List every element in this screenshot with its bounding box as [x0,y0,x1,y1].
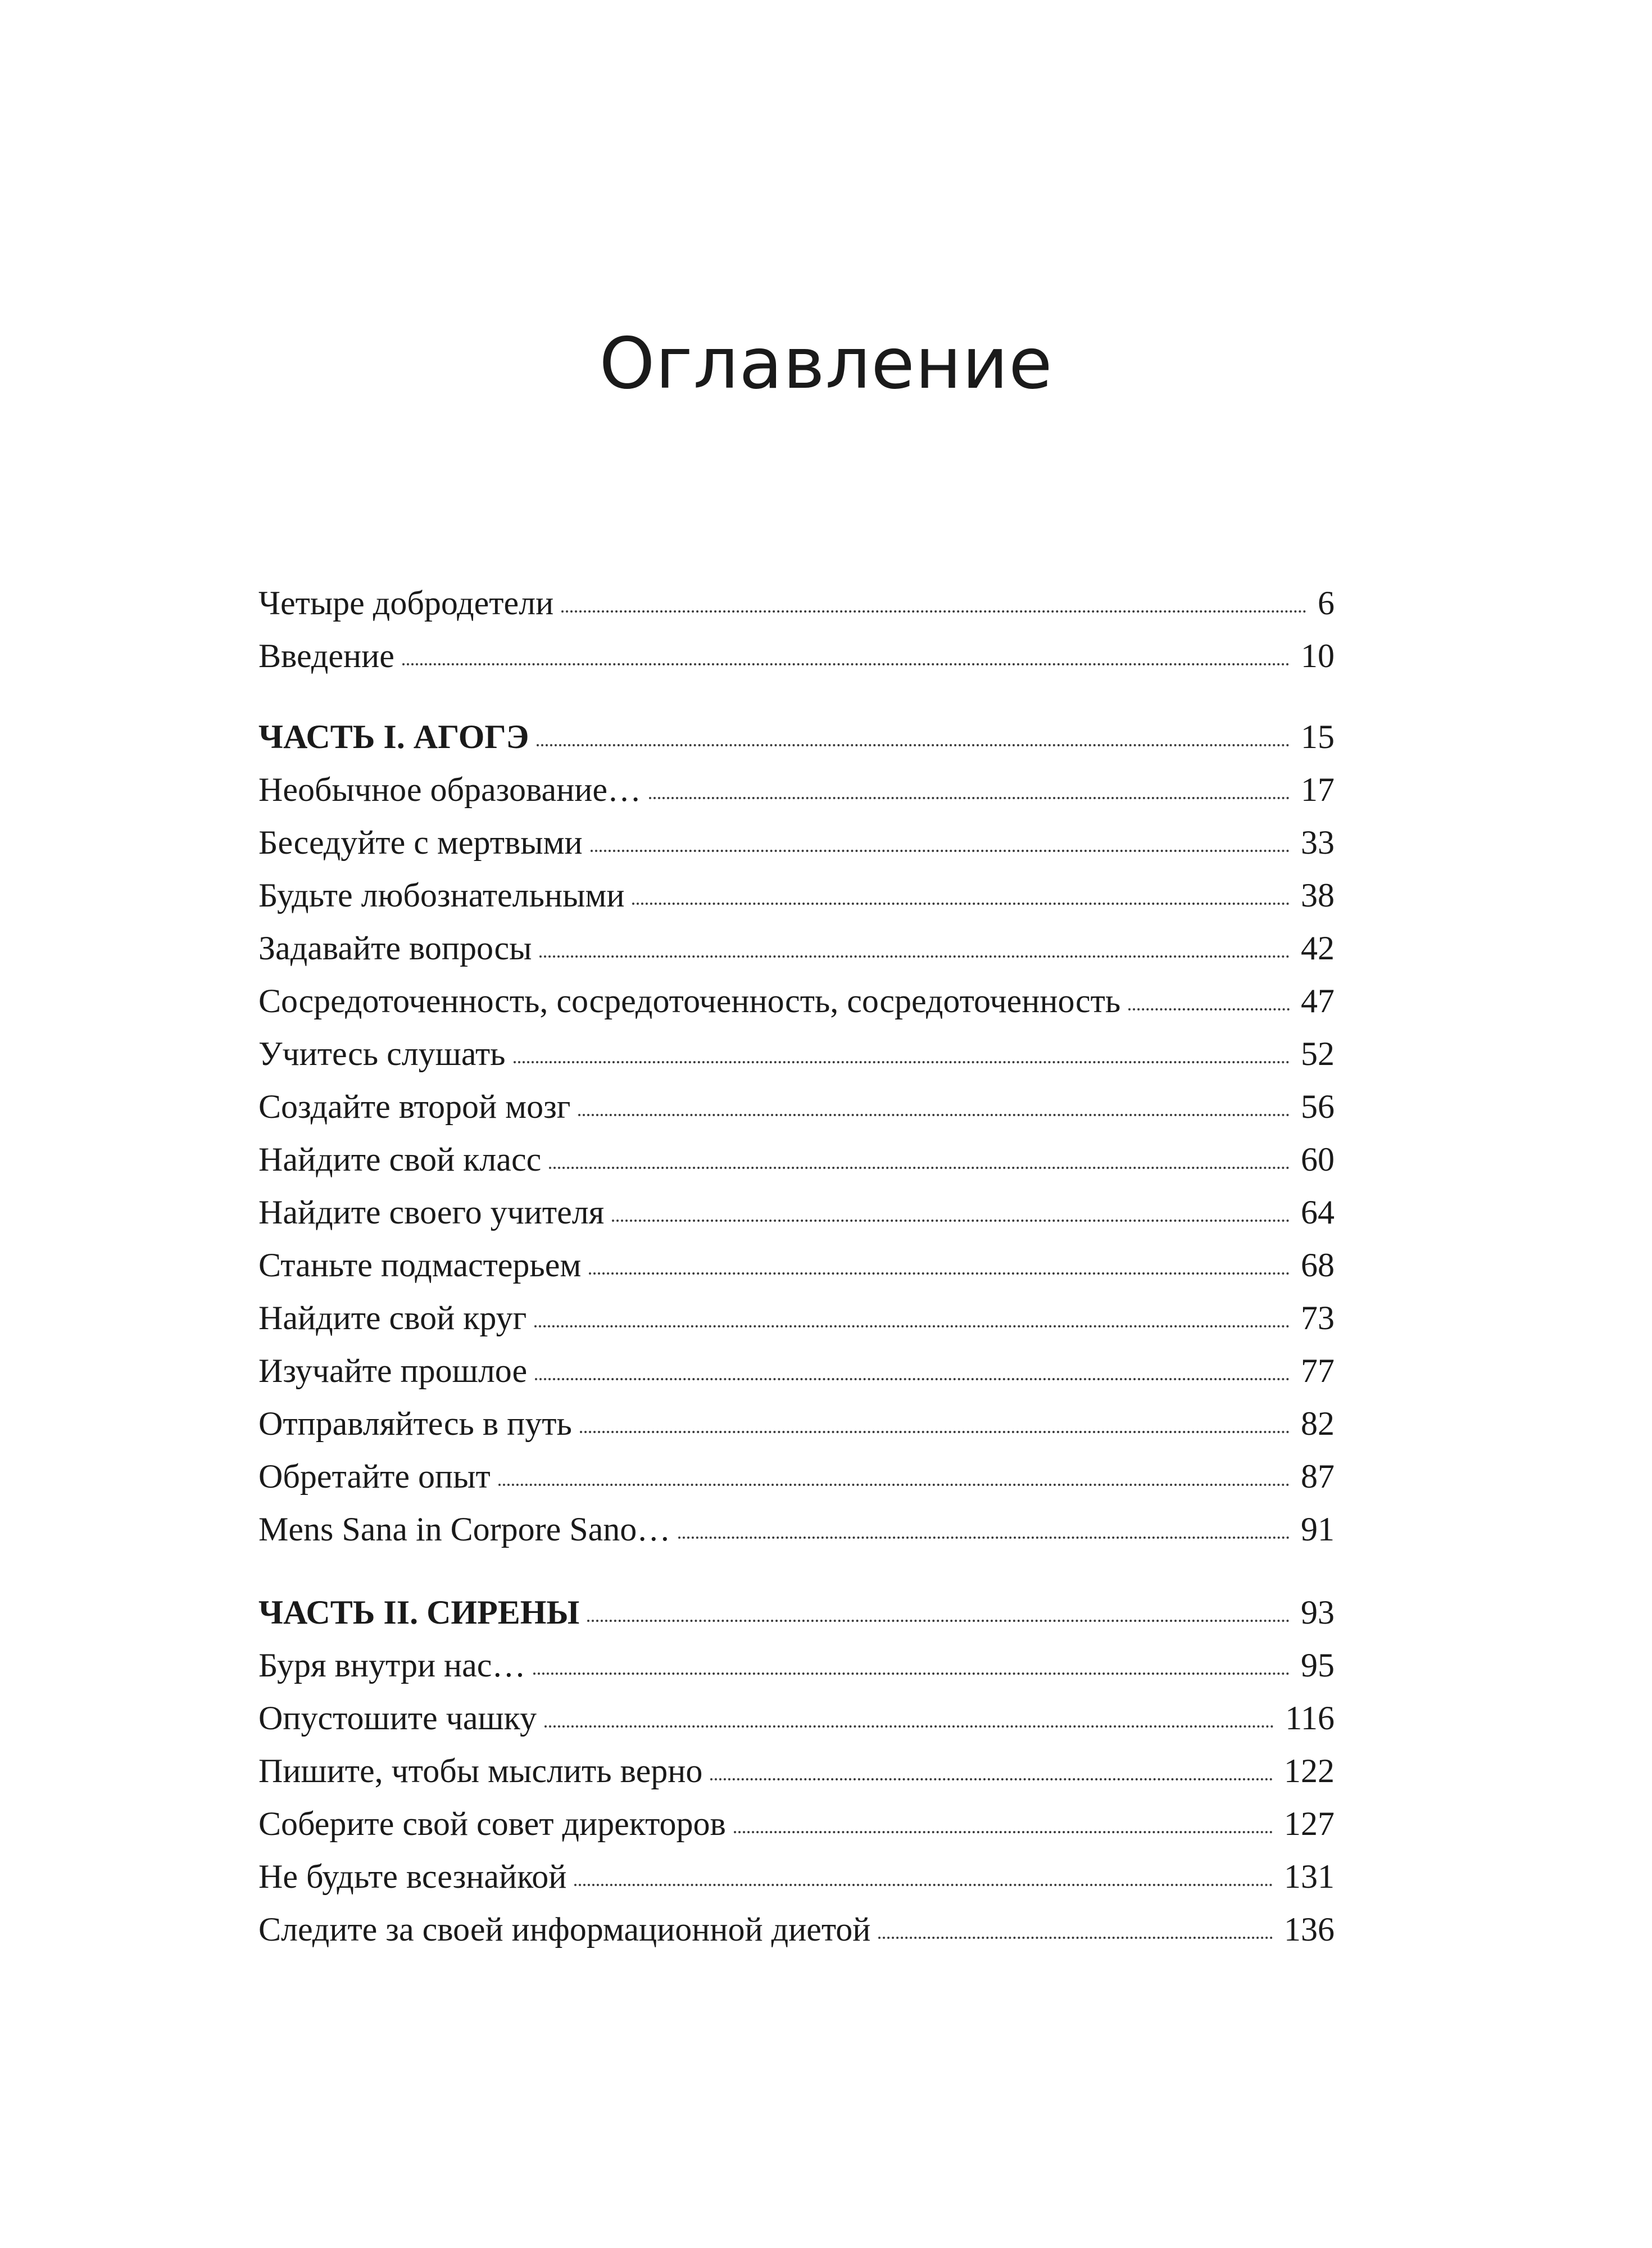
toc-dot-leader [678,1537,1290,1539]
toc-entry-title: Будьте любознательными [258,877,625,914]
toc-page-number: 42 [1301,930,1335,967]
toc-group-part-1 [258,710,1335,1556]
toc-dot-leader [649,797,1290,799]
toc-entry[interactable] [258,1850,1335,1903]
toc-entry-title: Беседуйте с мертвыми [258,824,583,861]
toc-entry-title: Следите за своей информационной диетой [258,1911,871,1948]
toc-page-number: 33 [1301,824,1335,861]
toc-dot-leader [612,1220,1290,1222]
toc-part-heading[interactable] [258,1586,1335,1639]
toc-entry[interactable] [258,1080,1335,1133]
toc-page-number: 17 [1301,771,1335,808]
toc-page-number: 47 [1301,982,1335,1019]
toc-entry[interactable] [258,1639,1335,1692]
toc-entry[interactable] [258,1450,1335,1503]
toc-dot-leader [549,1167,1290,1169]
toc-dot-leader [587,1620,1290,1622]
toc-entry-title: Введение [258,637,394,674]
toc-dot-leader [498,1484,1290,1486]
toc-page-number: 15 [1301,718,1335,755]
toc-entry[interactable] [258,1027,1335,1080]
toc-page-number: 38 [1301,877,1335,914]
toc-entry-title: Задавайте вопросы [258,930,532,967]
toc-entry[interactable] [258,922,1335,975]
toc-entry-title: ЧАСТЬ II. СИРЕНЫ [258,1594,580,1631]
toc-group-front-matter [258,577,1335,682]
toc-entry[interactable] [258,1744,1335,1797]
toc-dot-leader [580,1431,1290,1433]
toc-page-number: 87 [1301,1458,1335,1495]
toc-page-number: 60 [1301,1141,1335,1178]
page-title: Оглавление [599,322,1053,405]
toc-entry[interactable] [258,1903,1335,1956]
toc-entry-title: Буря внутри нас… [258,1647,526,1684]
toc-entry-title: Mens Sana in Corpore Sano… [258,1511,671,1548]
toc-dot-leader [537,744,1290,746]
toc-entry-title: Сосредоточенность, сосредоточенность, сосредоточенность [258,982,1121,1019]
toc-dot-leader [533,1673,1290,1675]
toc-entry-title: Создайте второй мозг [258,1088,571,1125]
toc-page-number: 52 [1301,1035,1335,1072]
toc-dot-leader [534,1325,1290,1327]
toc-entry-title: Необычное образование… [258,771,641,808]
toc-page-number: 77 [1301,1352,1335,1389]
toc-dot-leader [561,610,1306,613]
toc-entry[interactable] [258,763,1335,816]
toc-page-number: 116 [1285,1699,1335,1737]
toc-entry[interactable] [258,1133,1335,1186]
toc-dot-leader [1128,1008,1290,1010]
toc-entry-title: Отправляйтесь в путь [258,1405,572,1442]
toc-entry-title: Соберите свой совет директоров [258,1805,726,1842]
toc-entry[interactable] [258,1503,1335,1556]
toc-entry[interactable] [258,1291,1335,1344]
toc-entry-title: Изучайте прошлое [258,1352,528,1389]
toc-entry-title: Станьте подмастерьем [258,1247,582,1284]
toc-page-number: 93 [1301,1594,1335,1631]
toc-entry-title: Не будьте всезнайкой [258,1858,567,1895]
toc-page-number: 73 [1301,1299,1335,1336]
toc-entry-title: Найдите свой круг [258,1299,527,1336]
toc-dot-leader [402,663,1290,665]
toc-entry[interactable] [258,1797,1335,1850]
toc-entry-title: ЧАСТЬ I. АГОГЭ [258,718,529,755]
toc-entry[interactable] [258,577,1335,629]
toc-dot-leader [539,955,1290,958]
toc-entry-title: Найдите своего учителя [258,1194,605,1231]
toc-page-number: 95 [1301,1647,1335,1684]
toc-page-number: 122 [1284,1752,1335,1789]
toc-entry[interactable] [258,629,1335,682]
toc-page-number: 6 [1318,584,1335,622]
toc-entry-title: Опустошите чашку [258,1699,537,1737]
toc-page-number: 127 [1284,1805,1335,1842]
toc-dot-leader [632,903,1290,905]
toc-entry-title: Четыре добродетели [258,584,554,622]
toc-page-number: 82 [1301,1405,1335,1442]
toc-dot-leader [574,1884,1273,1886]
toc-entry[interactable] [258,975,1335,1027]
toc-dot-leader [591,850,1290,852]
toc-entry-title: Учитесь слушать [258,1035,506,1072]
toc-entry[interactable] [258,816,1335,869]
toc-dot-leader [878,1937,1273,1939]
toc-entry-title: Пишите, чтобы мыслить верно [258,1752,703,1789]
toc-dot-leader [514,1061,1290,1063]
toc-entry[interactable] [258,1344,1335,1397]
toc-dot-leader [589,1272,1290,1275]
toc-entry-title: Найдите свой класс [258,1141,542,1178]
toc-page-number: 56 [1301,1088,1335,1125]
toc-page-number: 131 [1284,1858,1335,1895]
toc-dot-leader [544,1725,1274,1728]
toc-entry[interactable] [258,1186,1335,1239]
toc-group-part-2 [258,1586,1335,1956]
toc-part-heading[interactable] [258,710,1335,763]
toc-page-number: 64 [1301,1194,1335,1231]
toc-dot-leader [578,1114,1290,1116]
toc-entry[interactable] [258,1239,1335,1291]
toc-page-number: 10 [1301,637,1335,674]
toc-page-number: 136 [1284,1911,1335,1948]
toc-page-number: 91 [1301,1511,1335,1548]
toc-entry[interactable] [258,869,1335,922]
toc-entry[interactable] [258,1397,1335,1450]
toc-page-number: 68 [1301,1247,1335,1284]
toc-dot-leader [734,1831,1273,1833]
toc-entry-title: Обретайте опыт [258,1458,491,1495]
toc-dot-leader [710,1778,1273,1780]
toc-dot-leader [535,1378,1290,1380]
toc-entry[interactable] [258,1692,1335,1744]
